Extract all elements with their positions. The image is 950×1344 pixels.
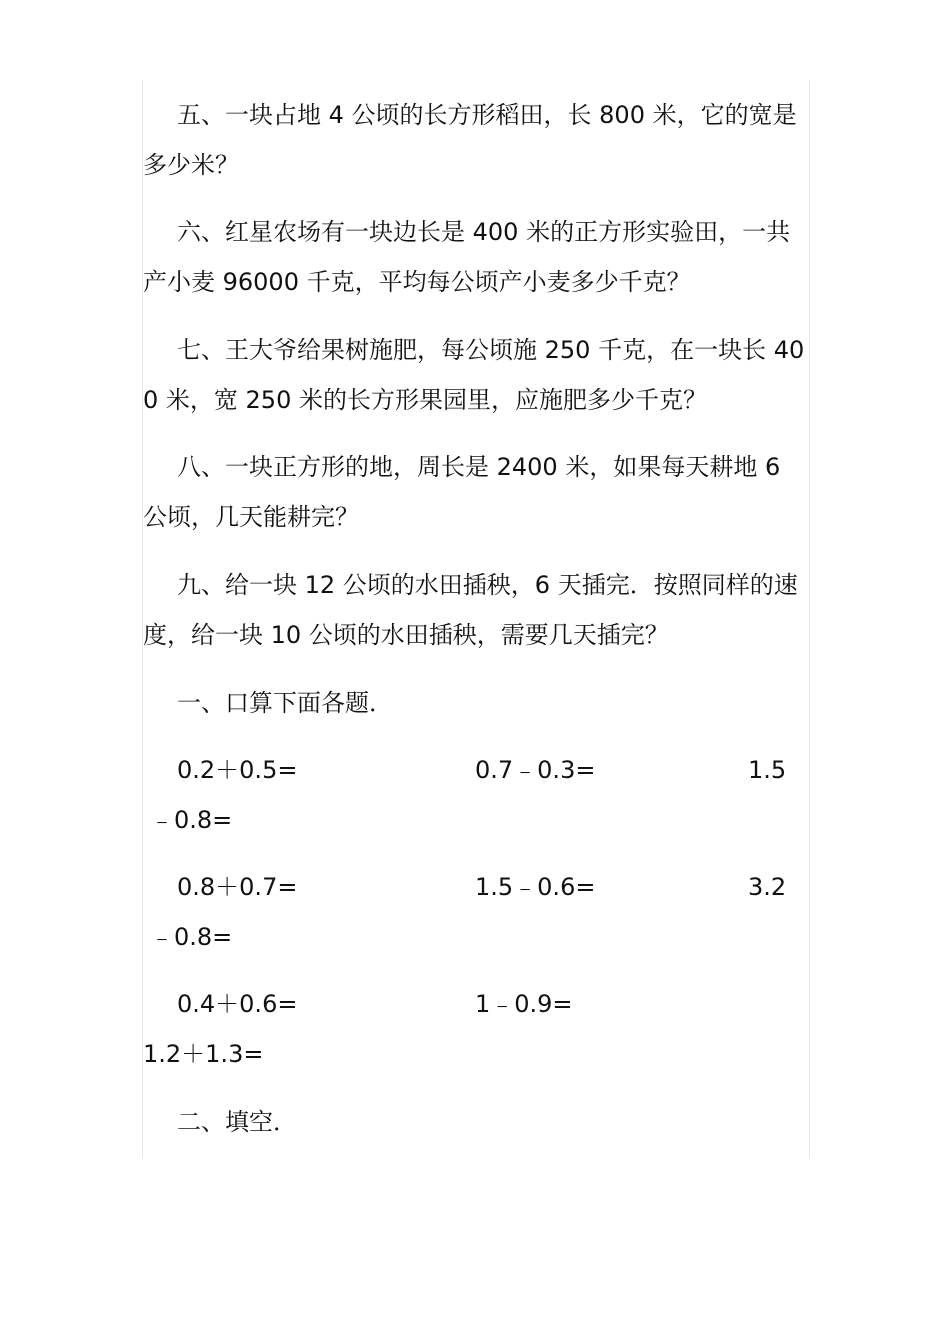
problem-9: 九、给一块 12 公顷的水田插秧，6 天插完．按照同样的速度，给一块 10 公顷的水田插秧，需要几天插完？	[143, 571, 798, 649]
calc-r3-c1: 0.4＋0.6=	[177, 990, 298, 1018]
section-1-title: 一、口算下面各题．	[177, 689, 393, 717]
problem-6: 六、红星农场有一块边长是 400 米的正方形实验田，一共产小麦 96000 千克，平均每公顷产小麦多少千克？	[143, 218, 791, 296]
problem-8: 八、一块正方形的地，周长是 2400 米，如果每天耕地 6 公顷，几天能耕完？	[143, 453, 781, 531]
calc-r1-c1: 0.2＋0.5=	[177, 756, 298, 784]
calc-r2-c3-start: 3.2	[748, 873, 787, 901]
calc-r2-c3-end: ﹣0.8=	[150, 923, 233, 951]
section-2-title: 二、填空．	[177, 1108, 297, 1136]
problem-5: 五、一块占地 4 公顷的长方形稻田，长 800 米，它的宽是多少米？	[143, 101, 797, 179]
calc-r2-c1: 0.8＋0.7=	[177, 873, 298, 901]
calc-r1-c3-start: 1.5	[748, 756, 787, 784]
calc-r2-c2: 1.5﹣0.6=	[475, 873, 596, 901]
calc-r3-c3-end: 1.2＋1.3=	[143, 1040, 264, 1068]
calc-r3-c2: 1﹣0.9=	[475, 990, 573, 1018]
calc-r1-c2: 0.7﹣0.3=	[475, 756, 596, 784]
calc-r1-c3-end: ﹣0.8=	[150, 806, 233, 834]
problem-7: 七、王大爷给果树施肥，每公顷施 250 千克，在一块长 400 米，宽 250 米的长方形果园里，应施肥多少千克？	[143, 336, 805, 414]
